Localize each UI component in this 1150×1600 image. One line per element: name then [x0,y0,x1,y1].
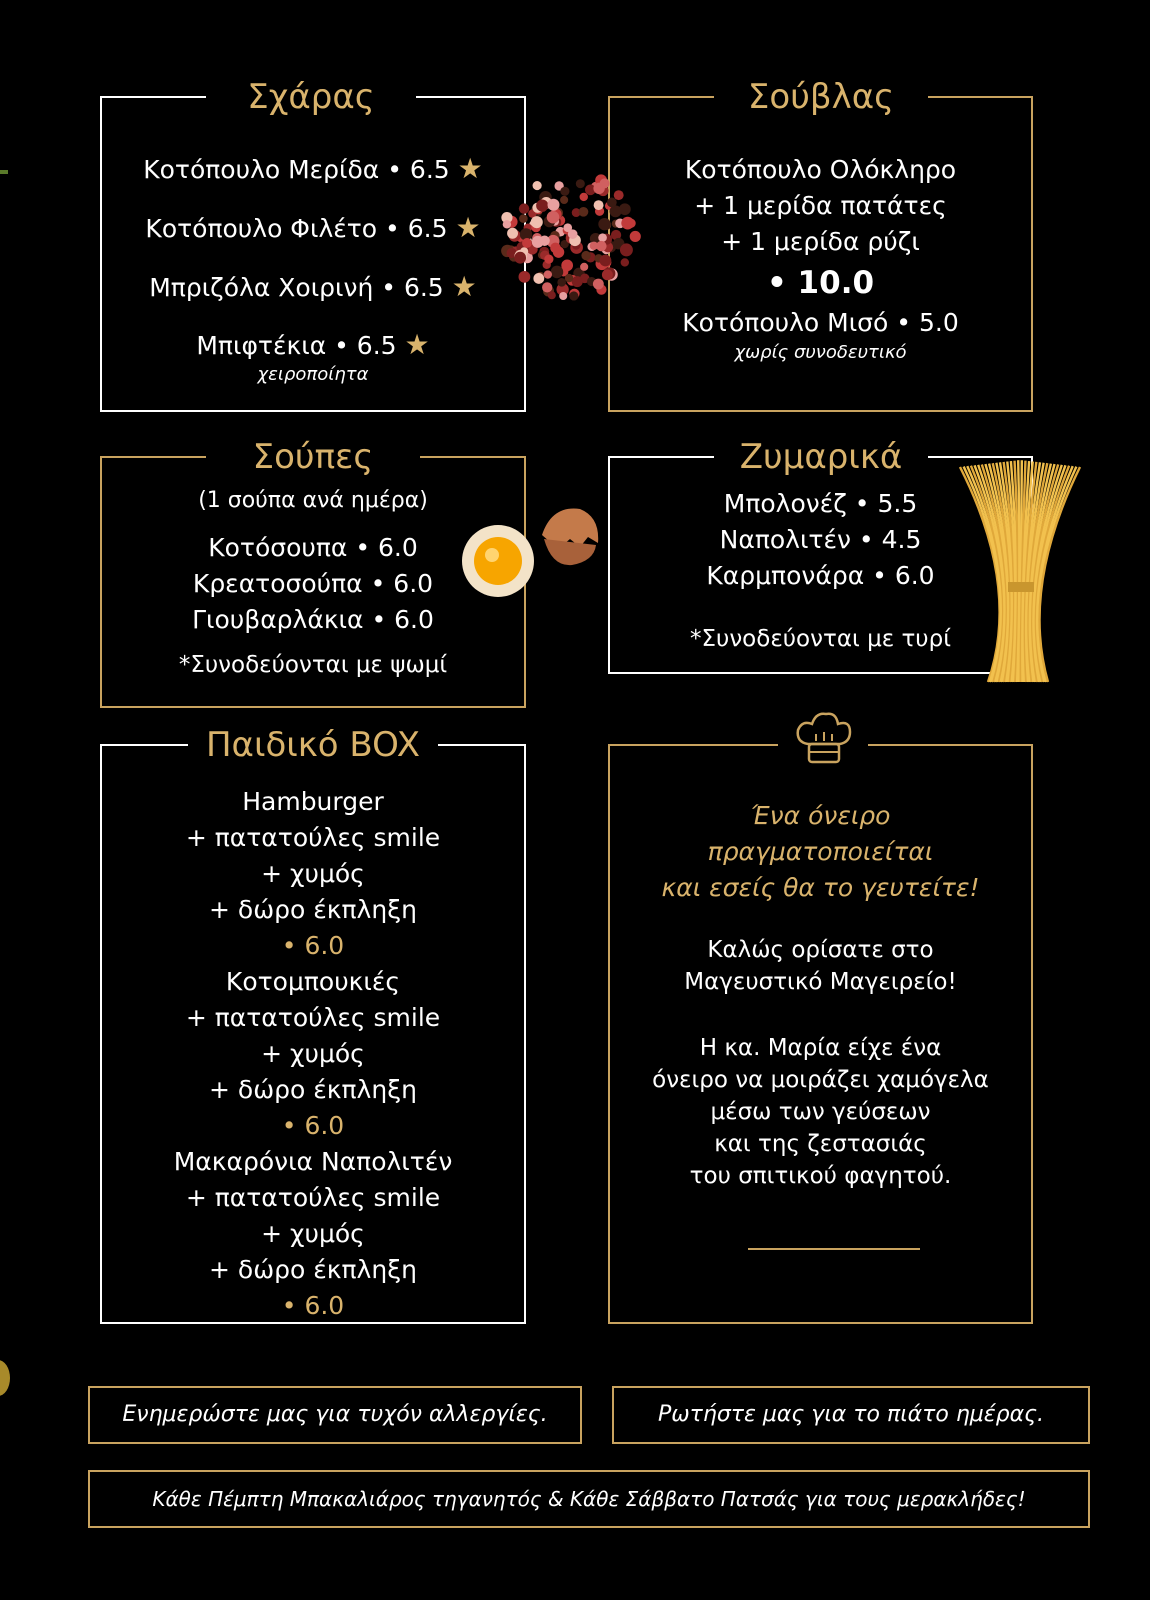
menu-line: Κοτόπουλο Ολόκληρο [684,155,957,184]
combo-name: Μακαρόνια Ναπολιτέν [173,1147,453,1176]
welcome-text: Καλώς ορίσατε στο Μαγευστικό Μαγειρείο! [684,937,957,995]
peppercorns-image [490,160,650,310]
section-about [608,744,1033,1324]
menu-item: Κοτόπουλο Φιλέτο • 6.5 ★ [145,211,481,244]
weekly-specials-notice: Κάθε Πέμπτη Μπακαλιάρος τηγανητός & Κάθε Σάββατο Πατσάς για τους μερακλήδες! [88,1470,1090,1528]
combo-price: • 6.0 [281,1111,345,1140]
combo-price: • 6.0 [281,1291,345,1320]
combo-extra: + χυμός [261,1219,365,1248]
star-icon: ★ [404,328,430,361]
olive-image [0,1360,10,1396]
combo-extra: + δώρο έκπληξη [209,1075,417,1104]
combo-name: Κοτομπουκιές [225,967,401,996]
star-icon: ★ [455,211,481,244]
combo-extra: + χυμός [261,1039,365,1068]
menu-item: Μπιφτέκια • 6.5 ★ [196,328,430,361]
souvlas-content [610,152,1031,366]
combo-extra: + πατατούλες smile [185,1183,441,1212]
section-note: *Συνοδεύονται με ψωμί [178,652,448,678]
paidiko-content [102,784,524,1324]
section-title: Σούβλας [714,72,928,122]
chef-hat-icon [778,708,868,768]
menu-item: Κοτόσουπα • 6.0 [208,533,418,562]
section-title: Σούπες [206,432,420,482]
menu-line: + 1 μερίδα ρύζι [721,227,920,256]
menu-item: Καρμπονάρα • 6.0 [706,561,935,590]
section-souvlas [608,77,1033,412]
section-title: Σχάρας [206,72,416,122]
combo-name: Hamburger [242,787,384,816]
combo-extra: + δώρο έκπληξη [209,895,417,924]
section-subtitle: (1 σούπα ανά ημέρα) [198,488,428,513]
menu-item: Ναπολιτέν • 4.5 [719,525,922,554]
menu-item: Γιουβαρλάκια • 6.0 [192,605,434,634]
dish-of-day-notice: Ρωτήστε μας για το πιάτο ημέρας. [612,1386,1090,1444]
section-sxaras [100,77,526,412]
item-note: χωρίς συνοδευτικό [734,342,907,363]
item-note: χειροποίητα [257,364,369,385]
section-note: *Συνοδεύονται με τυρί [689,626,951,652]
section-title: Ζυμαρικά [714,432,928,482]
tagline: Ένα όνειρο πραγματοποιείται και εσείς θα το γευτείτε! [661,801,980,902]
herb-leaf-image [0,170,8,174]
egg-image [460,495,610,605]
combo-extra: + πατατούλες smile [185,823,441,852]
menu-item: Μπριζόλα Χοιρινή • 6.5 ★ [149,270,477,303]
combo-extra: + χυμός [261,859,365,888]
menu-item: Μπολονέζ • 5.5 [723,489,918,518]
star-icon: ★ [451,270,477,303]
menu-item: Κοτόπουλο Μισό • 5.0 [682,308,959,337]
spaghetti-image [950,450,1090,690]
allergies-notice: Ενημερώστε μας για τυχόν αλλεργίες. [88,1386,582,1444]
divider [748,1248,920,1250]
menu-item: Κοτόπουλο Μερίδα • 6.5 ★ [143,152,483,185]
combo-price: • 6.0 [281,931,345,960]
combo-extra: + δώρο έκπληξη [209,1255,417,1284]
price: • 10.0 [766,265,875,301]
about-content [610,798,1031,1192]
menu-item: Κρεατοσούπα • 6.0 [192,569,434,598]
section-title: Παιδικό BOX [188,720,438,770]
combo-extra: + πατατούλες smile [185,1003,441,1032]
star-icon: ★ [457,152,483,185]
menu-line: + 1 μερίδα πατάτες [694,191,947,220]
section-paidiko [100,725,526,1324]
story-text: Η κα. Μαρία είχε ένα όνειρο να μοιράζει χαμόγελα μέσω των γεύσεων και της ζεστασιάς του σπιτικού φαγητού. [652,1035,989,1189]
